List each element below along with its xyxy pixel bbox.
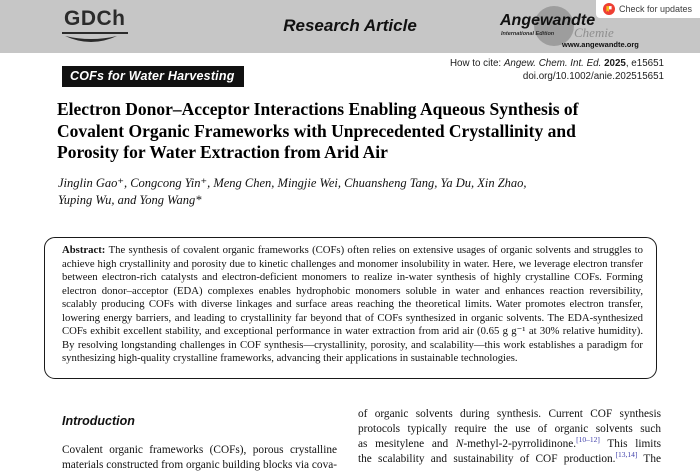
left-column: [62, 414, 337, 473]
abstract-text: [62, 244, 643, 366]
citation-info: [450, 57, 664, 83]
body-text: The: [637, 453, 661, 465]
article-title: [57, 99, 677, 164]
body-line: [358, 452, 661, 467]
body-text: as mesitylene and: [358, 438, 456, 450]
abstract-label: Abstract:: [62, 244, 109, 256]
topic-badge: COFs for Water Harvesting: [62, 66, 244, 87]
abstract-box: [44, 237, 657, 379]
cite-prefix: How to cite:: [449, 58, 504, 69]
author-line: Yuping Wu, and Yong Wang*: [58, 192, 202, 207]
title-line: Covalent Organic Frameworks with Unprecedented Crystallinity and: [57, 120, 576, 141]
check-for-updates-button[interactable]: [596, 0, 700, 18]
cite-journal: Angew. Chem. Int. Ed.: [503, 58, 605, 69]
gdch-logo[interactable]: [62, 7, 126, 47]
body-text: This limits: [599, 438, 661, 450]
abstract-body: The synthesis of covalent organic frameworks (COFs) often relies on extensive usages of organic solvents and struggles to achieve high crystallinity and porosity due to kinetic challenges and monomer insolubility in water. Here, we leverage electron transfer between electron-rich catalysts and electron-deficient monomers to realize in-water synthesis of highly crystalline COFs. Forming electron donor–acceptor (EDA) complexes enables hydrophobic monomers soluble in water and enhances reaction reversibility, scalably producing COFs with diverse linkages and surface areas reaching the theoretical limits. Water promotes electron transfer, lowering energy barriers, and leading to crystallinity far beyond that of COFs synthesized in organic solvents. The EDA-synthesized COFs exhibit excellent stability, and exceptional performance in water extraction from arid air (0.65 g g⁻¹ at 30% relative humidity). By resolving longstanding challenges in COF synthesis—crystallinity, porosity, and scalability—this work establishes a paradigm for synthesizing high-quality crystalline frameworks, advancing their applications in sustainable technologies.: [62, 244, 643, 364]
cite-article-number: , e15651: [625, 58, 664, 69]
body-line: protocols typically require the use of organic solvents such: [358, 423, 661, 435]
citation-link[interactable]: [13,14]: [615, 450, 638, 460]
title-line: Electron Donor–Acceptor Interactions Enabling Aqueous Synthesis of: [57, 99, 579, 119]
title-line: Porosity for Water Extraction from Arid Air: [57, 142, 388, 162]
body-line: materials constructed from organic building blocks via cova-: [62, 459, 337, 471]
body-text-italic: N: [455, 438, 464, 450]
check-for-updates-label: Check for updates: [618, 4, 692, 14]
cite-line: [450, 57, 664, 70]
cite-year: 2025: [604, 58, 626, 69]
angewandte-url[interactable]: www.angewandte.org: [562, 40, 639, 49]
angewandte-edition: International Edition: [501, 31, 555, 37]
body-line: of organic solvents during synthesis. Current COF synthesis: [358, 408, 661, 420]
introduction-heading: Introduction: [62, 414, 135, 428]
gdch-logo-text: GDCh: [62, 7, 128, 34]
article-type-label: Research Article: [283, 16, 417, 35]
gdch-arc-icon: [64, 35, 118, 47]
author-line: Jinglin Gao⁺, Congcong Yin⁺, Meng Chen, Mingjie Wei, Chuansheng Tang, Ya Du, Xin Zhao,: [58, 176, 527, 190]
body-line: Covalent organic frameworks (COFs), porous crystalline: [62, 444, 337, 456]
crossmark-icon: [603, 3, 615, 15]
doi-link[interactable]: doi.org/10.1002/anie.202515651: [522, 71, 664, 82]
body-text: -methyl-2-pyrrolidinone.: [463, 438, 577, 450]
body-text: the scalability and sustainability of COF production.: [358, 453, 616, 465]
author-list: [58, 175, 678, 208]
angewandte-chemie: Chemie: [574, 25, 614, 40]
citation-link[interactable]: [10–12]: [576, 435, 600, 445]
right-column: [358, 407, 661, 467]
angewandte-name: Angewandte: [500, 12, 596, 29]
